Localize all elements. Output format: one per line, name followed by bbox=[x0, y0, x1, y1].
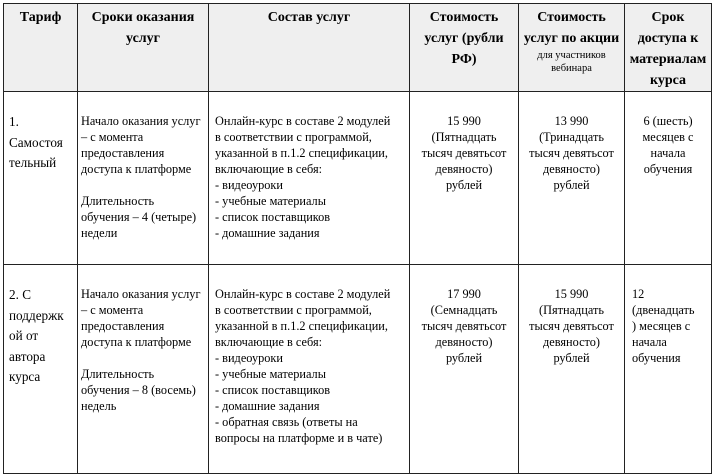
access-line: месяцев с bbox=[642, 130, 694, 144]
header-terms-line: услуг bbox=[126, 31, 160, 46]
composition-line: в соответствии с программой, bbox=[215, 303, 372, 317]
tariff-cell bbox=[4, 92, 78, 265]
table-row bbox=[4, 265, 712, 474]
price-cell bbox=[410, 92, 519, 265]
tariff-cell bbox=[4, 265, 78, 474]
composition-line: - домашние задания bbox=[215, 399, 320, 413]
header-access-line: курса bbox=[649, 73, 687, 88]
header-access-line: Срок bbox=[651, 10, 685, 25]
table-row bbox=[4, 92, 712, 265]
header-access bbox=[625, 4, 712, 92]
header-terms bbox=[78, 4, 209, 92]
price-line: тысяч девятьсот bbox=[421, 319, 507, 333]
promo-price-line: рублей bbox=[553, 178, 590, 192]
header-access-line: доступа к bbox=[637, 31, 699, 46]
header-promo-price bbox=[519, 4, 625, 92]
header-price-line: услуг (рубли bbox=[424, 31, 504, 46]
price-line: 15 990 bbox=[447, 114, 481, 128]
terms-duration-line: Длительность bbox=[81, 194, 155, 208]
composition-line: указанной в п.1.2 спецификации, bbox=[215, 146, 388, 160]
promo-price-line: (Тринадцать bbox=[539, 130, 604, 144]
tariff-name-line: автора bbox=[9, 348, 46, 364]
tariff-name-line: курса bbox=[9, 369, 41, 384]
access-line: (двенадцать bbox=[632, 303, 695, 317]
tariff-name-line: тельный bbox=[9, 155, 57, 170]
terms-cell bbox=[78, 265, 209, 474]
terms-start-line: Начало оказания услуг bbox=[81, 114, 201, 128]
composition-cell bbox=[209, 92, 410, 265]
promo-price-cell bbox=[519, 92, 625, 265]
terms-start-line: – с момента bbox=[81, 303, 144, 317]
composition-line: указанной в п.1.2 спецификации, bbox=[215, 319, 388, 333]
header-promo-note: вебинара bbox=[551, 63, 592, 74]
composition-line: - список поставщиков bbox=[215, 383, 331, 397]
promo-price-cell bbox=[519, 265, 625, 474]
tariff-name-line: 1. bbox=[9, 114, 19, 129]
promo-price-line: (Пятнадцать bbox=[538, 303, 604, 317]
composition-line: - видеоуроки bbox=[215, 351, 283, 365]
promo-price-line: девяносто) bbox=[543, 162, 600, 176]
terms-cell bbox=[78, 92, 209, 265]
promo-price-line: рублей bbox=[553, 351, 590, 365]
terms-start-line: предоставления bbox=[81, 319, 165, 333]
header-tariff-label: Тариф bbox=[19, 10, 62, 25]
composition-line: - видеоуроки bbox=[215, 178, 283, 192]
header-price-line: Стоимость bbox=[429, 10, 499, 25]
header-promo-line: услуг по акции bbox=[523, 31, 620, 46]
price-line: рублей bbox=[445, 178, 483, 192]
composition-line: включающие в себя: bbox=[215, 335, 323, 349]
access-cell bbox=[625, 265, 712, 474]
header-price bbox=[410, 4, 519, 92]
price-line: 17 990 bbox=[447, 287, 481, 301]
terms-duration-line: обучения – 4 (четыре) bbox=[81, 210, 197, 224]
tariff-table bbox=[3, 3, 712, 474]
price-line: тысяч девятьсот bbox=[421, 146, 507, 160]
price-cell bbox=[410, 265, 519, 474]
promo-price-line: тысяч девятьсот bbox=[529, 319, 614, 333]
header-price-line: РФ) bbox=[451, 52, 477, 67]
access-line: ) месяцев с bbox=[632, 319, 691, 333]
composition-line: - домашние задания bbox=[215, 226, 320, 240]
promo-price-line: 13 990 bbox=[554, 114, 589, 128]
terms-start-line: доступа к платформе bbox=[81, 335, 192, 349]
composition-line: - список поставщиков bbox=[215, 210, 331, 224]
composition-line: - учебные материалы bbox=[215, 194, 326, 208]
composition-line: вопросы на платформе и в чате) bbox=[215, 431, 383, 445]
tariff-name-line: 2. С bbox=[9, 287, 31, 302]
terms-duration-line: Длительность bbox=[81, 367, 155, 381]
table-header-row bbox=[4, 4, 712, 92]
access-line: обучения bbox=[643, 162, 693, 176]
header-promo-line: Стоимость bbox=[537, 10, 606, 25]
header-composition bbox=[209, 4, 410, 92]
price-line: рублей bbox=[445, 351, 483, 365]
terms-start-line: – с момента bbox=[81, 130, 144, 144]
composition-line: включающие в себя: bbox=[215, 162, 323, 176]
access-line: 6 (шесть) bbox=[643, 114, 693, 128]
header-composition-label: Состав услуг bbox=[267, 10, 351, 25]
tariff-name-line: поддержк bbox=[9, 307, 64, 323]
terms-start-line: доступа к платформе bbox=[81, 162, 192, 176]
promo-price-line: девяносто) bbox=[543, 335, 600, 349]
tariff-name-line: ой от bbox=[9, 328, 39, 343]
composition-cell bbox=[209, 265, 410, 474]
header-terms-line: Сроки оказания bbox=[91, 10, 195, 25]
access-line: обучения bbox=[632, 351, 681, 365]
composition-line: - учебные материалы bbox=[215, 367, 326, 381]
composition-line: - обратная связь (ответы на bbox=[215, 415, 358, 429]
access-line: начала bbox=[632, 335, 667, 349]
terms-start-line: предоставления bbox=[81, 146, 165, 160]
promo-price-line: тысяч девятьсот bbox=[529, 146, 614, 160]
header-access-line: материалам bbox=[629, 52, 707, 67]
terms-duration-line: недели bbox=[81, 226, 118, 240]
composition-line: Онлайн-курс в составе 2 модулей bbox=[215, 114, 391, 128]
promo-price-line: 15 990 bbox=[554, 287, 589, 301]
tariff-name-line: Самостоя bbox=[9, 134, 63, 150]
header-promo-note: для участников bbox=[537, 50, 606, 61]
price-line: девяносто) bbox=[435, 162, 493, 176]
terms-duration-line: недель bbox=[81, 399, 117, 413]
access-cell bbox=[625, 92, 712, 265]
access-line: 12 bbox=[632, 287, 645, 301]
composition-line: в соответствии с программой, bbox=[215, 130, 372, 144]
access-line: начала bbox=[650, 146, 686, 160]
terms-duration-line: обучения – 8 (восемь) bbox=[81, 383, 196, 397]
terms-start-line: Начало оказания услуг bbox=[81, 287, 201, 301]
price-line: (Семнадцать bbox=[430, 303, 498, 317]
composition-line: Онлайн-курс в составе 2 модулей bbox=[215, 287, 391, 301]
price-line: (Пятнадцать bbox=[431, 130, 497, 144]
header-tariff bbox=[4, 4, 78, 92]
price-line: девяносто) bbox=[435, 335, 493, 349]
